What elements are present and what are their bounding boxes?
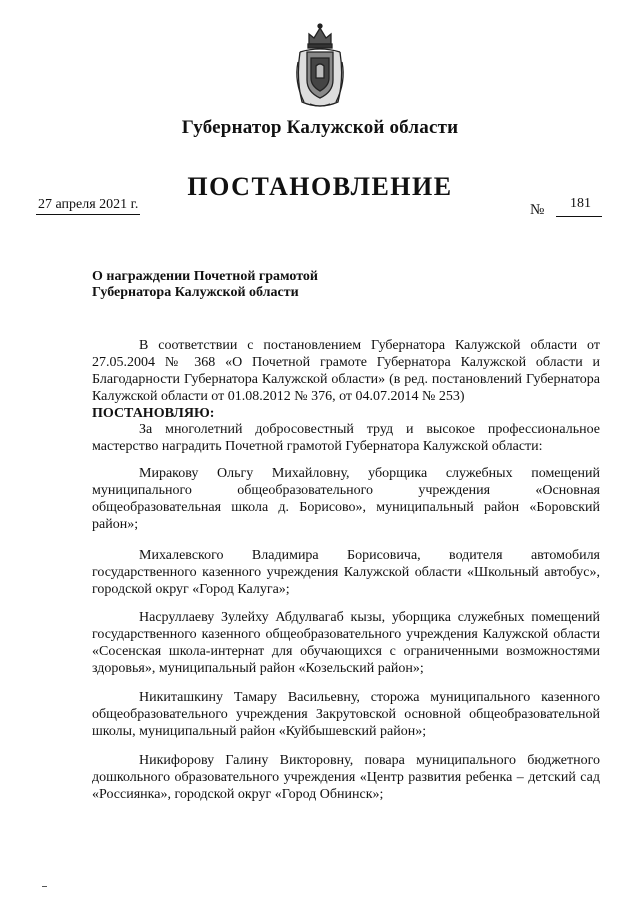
document-number: 181: [570, 196, 591, 211]
page-margin-mark: [42, 886, 47, 887]
intro-paragraph: За многолетний добросовестный труд и высокое профессиональное мастерство наградить Почетной грамотой Губернатора Калужской области:: [92, 422, 600, 454]
awardee-paragraph: Никиташкину Тамару Васильевну, сторожа муниципального казенного общеобразовательного учреждения Закрутовской основной общеобразовательной школы, муниципальный район «Куйбышевский район»;: [92, 690, 600, 739]
coat-of-arms-icon: [292, 22, 348, 110]
number-sign: №: [530, 202, 545, 218]
document-subject: [92, 269, 318, 301]
awardee-paragraph: Миракову Ольгу Михайловну, уборщика служебных помещений муниципального общеобразовательного учреждения «Основная общеобразовательная школа д. Борисово», муниципальный район «Боровский район»;: [92, 466, 600, 532]
document-type: ПОСТАНОВЛЕНИЕ: [187, 172, 453, 201]
subject-line-2: Губернатора Калужской области: [92, 285, 299, 300]
subject-line-1: О награждении Почетной грамотой: [92, 269, 318, 284]
awardee-paragraph: Никифорову Галину Викторовну, повара муниципального бюджетного дошкольного образовательного учреждения «Центр развития ребенка – детский сад «Россиянка», городской округ «Город Обнинск»;: [92, 753, 600, 802]
awardee-paragraph: Насруллаеву Зулейху Абдулвагаб кызы, уборщика служебных помещений государственного казенного общеобразовательного учреждения Калужской области «Сосенская школа-интернат для обучающихся с ограниченными возможностями здоровья», муниципальный район «Козельский район»;: [92, 610, 600, 676]
awardee-paragraph: Михалевского Владимира Борисовича, водителя автомобиля государственного казенного учреждения Калужской области «Школьный автобус», городской округ «Город Калуга»;: [92, 548, 600, 597]
preamble-paragraph: В соответствии с постановлением Губернатора Калужской области от 27.05.2004 № 368 «О Почетной грамоте Губернатора Калужской области и Благодарности Губернатора Калужской области» (в ред. постановлений Губернатора Калужской области от 01.08.2012 № 376, от 04.07.2014 № 253): [92, 338, 600, 404]
number-underline: [556, 216, 602, 217]
authority-title: Губернатор Калужской области: [181, 117, 459, 138]
document-date: 27 апреля 2021 г.: [36, 197, 140, 215]
decree-word: ПОСТАНОВЛЯЮ:: [92, 406, 215, 421]
